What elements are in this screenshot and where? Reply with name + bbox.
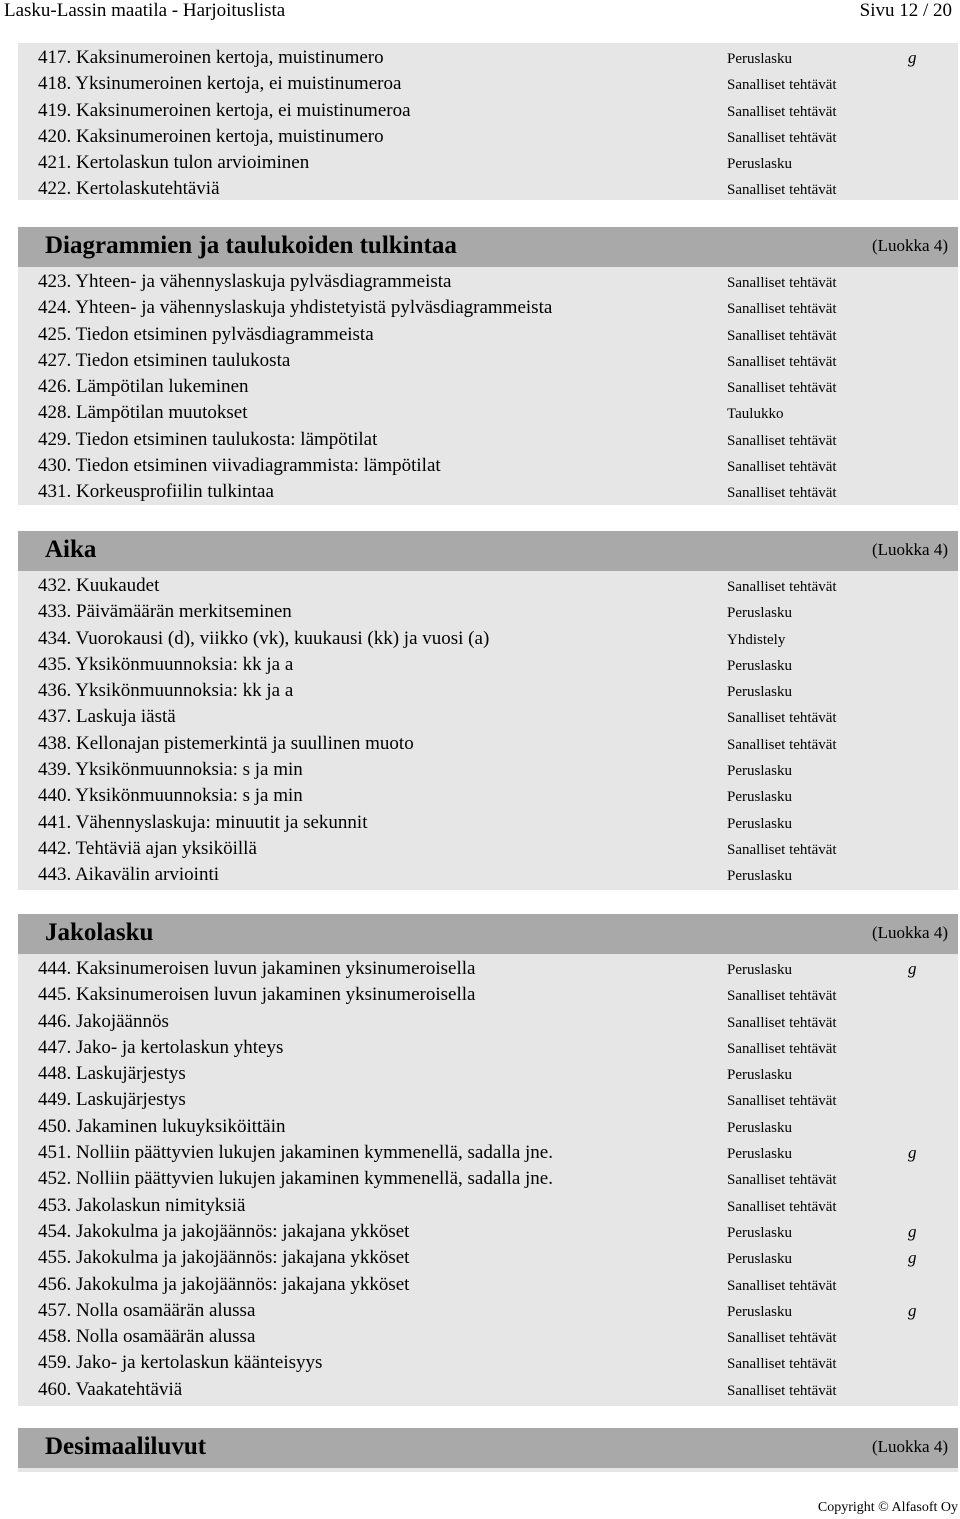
exercise-row — [18, 1247, 958, 1273]
exercise-row — [18, 455, 958, 481]
exercise-type: Sanalliset tehtävät — [727, 485, 837, 502]
exercise-title: 454. Jakokulma ja jakojäännös: jakajana ykköset — [38, 1220, 410, 1242]
exercise-type: Peruslasku — [727, 789, 792, 806]
exercise-type: Peruslasku — [727, 657, 792, 674]
grade-label: (Luokka 4) — [871, 540, 948, 559]
exercise-title: 455. Jakokulma ja jakojäännös: jakajana ykköset — [38, 1247, 410, 1269]
section-header — [18, 914, 958, 954]
page-number: Sivu 12 / 20 — [859, 0, 952, 21]
exercise-type: Sanalliset tehtävät — [727, 459, 837, 476]
exercise-title: 440. Yksikönmuunnoksia: s ja min — [38, 785, 303, 807]
grade-label: (Luokka 4) — [871, 923, 948, 942]
section-title: Desimaaliluvut — [45, 1433, 207, 1460]
exercise-type: Taulukko — [727, 406, 784, 423]
exercise-row — [18, 984, 958, 1010]
page-header — [0, 0, 960, 22]
exercise-type: Sanalliset tehtävät — [727, 710, 837, 727]
exercise-row — [18, 1063, 958, 1089]
exercise-title: 444. Kaksinumeroisen luvun jakaminen yksinumeroisella — [38, 958, 476, 979]
exercise-row — [18, 1142, 958, 1168]
exercise-title: 430. Tiedon etsiminen viivadiagrammista: lämpötilat — [38, 455, 441, 477]
exercise-type: Sanalliset tehtävät — [727, 129, 837, 146]
exercise-type: Sanalliset tehtävät — [727, 353, 837, 370]
exercise-title: 424. Yhteen- ja vähennyslaskuja yhdistetyistä pylväsdiagrammeista — [38, 297, 553, 319]
exercise-type: Sanalliset tehtävät — [727, 736, 837, 753]
exercise-row — [18, 1221, 958, 1247]
exercise-title: 437. Laskuja iästä — [38, 706, 176, 728]
exercise-type: Peruslasku — [727, 156, 792, 173]
exercise-list — [18, 954, 958, 1405]
exercise-row — [18, 1274, 958, 1300]
exercise-type: Peruslasku — [727, 1224, 792, 1241]
exercise-title: 417. Kaksinumeroinen kertoja, muistinumero — [38, 47, 384, 68]
exercise-row — [18, 1011, 958, 1037]
exercise-row — [18, 759, 958, 785]
exercise-type: Sanalliset tehtävät — [727, 1198, 837, 1215]
exercise-title: 435. Yksikönmuunnoksia: kk ja a — [38, 653, 294, 675]
exercise-row — [18, 838, 958, 864]
exercise-type: Sanalliset tehtävät — [727, 988, 837, 1005]
exercise-row — [18, 350, 958, 376]
exercise-row — [18, 812, 958, 838]
exercise-title: 445. Kaksinumeroisen luvun jakaminen yksinumeroisella — [38, 984, 476, 1006]
exercise-type: Sanalliset tehtävät — [727, 182, 837, 199]
exercise-title: 429. Tiedon etsiminen taulukosta: lämpötilat — [38, 428, 378, 450]
exercise-row — [18, 1195, 958, 1221]
exercise-type: Sanalliset tehtävät — [727, 1382, 837, 1399]
section-multiplication-continued — [18, 43, 958, 200]
exercise-list — [18, 43, 958, 205]
exercise-type: Peruslasku — [727, 605, 792, 622]
exercise-list — [18, 571, 958, 891]
exercise-row — [18, 1168, 958, 1194]
exercise-title: 458. Nolla osamäärän alussa — [38, 1326, 256, 1348]
exercise-title: 420. Kaksinumeroinen kertoja, muistinumero — [38, 125, 384, 147]
exercise-row — [18, 706, 958, 732]
exercise-title: 450. Jakaminen lukuyksiköittäin — [38, 1115, 286, 1137]
exercise-type: Sanalliset tehtävät — [727, 275, 837, 291]
exercise-row — [18, 1352, 958, 1378]
grade-label: (Luokka 4) — [871, 1437, 948, 1456]
exercise-title: 436. Yksikönmuunnoksia: kk ja a — [38, 680, 294, 702]
exercise-type: Peruslasku — [727, 1119, 792, 1136]
exercise-row — [18, 178, 958, 204]
exercise-type: Sanalliset tehtävät — [727, 579, 837, 595]
exercise-mark: g — [908, 959, 917, 978]
section-header — [18, 531, 958, 571]
exercise-type: Sanalliset tehtävät — [727, 1040, 837, 1057]
exercise-type: Sanalliset tehtävät — [727, 103, 837, 120]
exercise-title: 423. Yhteen- ja vähennyslaskuja pylväsdiagrammeista — [38, 271, 452, 292]
exercise-title: 460. Vaakatehtäviä — [38, 1378, 183, 1400]
exercise-type: Sanalliset tehtävät — [727, 301, 837, 318]
exercise-type: Sanalliset tehtävät — [727, 1014, 837, 1031]
exercise-type: Sanalliset tehtävät — [727, 1330, 837, 1347]
exercise-type: Yhdistely — [727, 631, 786, 648]
exercise-row — [18, 1300, 958, 1326]
exercise-title: 418. Yksinumeroinen kertoja, ei muistinumeroa — [38, 73, 402, 95]
exercise-row — [18, 402, 958, 428]
exercise-title: 452. Nolliin päättyvien lukujen jakaminen kymmenellä, sadalla jne. — [38, 1168, 553, 1190]
exercise-title: 431. Korkeusprofiilin tulkintaa — [38, 481, 274, 503]
exercise-type: Peruslasku — [727, 1146, 792, 1163]
exercise-title: 421. Kertolaskun tulon arvioiminen — [38, 152, 310, 174]
exercise-row — [18, 324, 958, 350]
grade-label: (Luokka 4) — [871, 236, 948, 255]
copyright-footer: Copyright © Alfasoft Oy — [817, 1500, 958, 1515]
exercise-row — [18, 680, 958, 706]
exercise-title: 427. Tiedon etsiminen taulukosta — [38, 349, 291, 371]
exercise-title: 433. Päivämäärän merkitseminen — [38, 601, 292, 623]
exercise-row — [18, 429, 958, 455]
exercise-row — [18, 152, 958, 178]
exercise-type: Sanalliset tehtävät — [727, 77, 837, 94]
exercise-title: 441. Vähennyslaskuja: minuutit ja sekunnit — [38, 811, 368, 833]
exercise-row — [18, 628, 958, 654]
exercise-row — [18, 1326, 958, 1352]
exercise-row — [18, 1116, 958, 1142]
exercise-type: Sanalliset tehtävät — [727, 432, 837, 449]
exercise-type: Peruslasku — [727, 868, 792, 885]
exercise-row — [18, 126, 958, 152]
exercise-title: 448. Laskujärjestys — [38, 1063, 186, 1085]
exercise-row — [18, 601, 958, 627]
exercise-row — [18, 864, 958, 890]
exercise-title: 425. Tiedon etsiminen pylväsdiagrammeista — [38, 323, 374, 345]
exercise-row — [18, 785, 958, 811]
exercise-list — [18, 267, 958, 508]
exercise-type: Sanalliset tehtävät — [727, 380, 837, 397]
exercise-type: Sanalliset tehtävät — [727, 1356, 837, 1373]
section-diagrams — [18, 227, 958, 505]
exercise-type: Peruslasku — [727, 763, 792, 780]
exercise-row — [18, 1089, 958, 1115]
section-decimals — [18, 1428, 958, 1472]
exercise-type: Sanalliset tehtävät — [727, 327, 837, 344]
exercise-type: Peruslasku — [727, 1251, 792, 1268]
exercise-title: 438. Kellonajan pistemerkintä ja suullinen muoto — [38, 732, 414, 754]
exercise-row — [18, 575, 958, 601]
exercise-mark: g — [908, 1300, 917, 1320]
exercise-type: Peruslasku — [727, 815, 792, 832]
exercise-type: Peruslasku — [727, 1303, 792, 1320]
exercise-type: Peruslasku — [727, 51, 792, 67]
exercise-type: Sanalliset tehtävät — [727, 1093, 837, 1110]
exercise-title: 457. Nolla osamäärän alussa — [38, 1299, 256, 1321]
exercise-title: 419. Kaksinumeroinen kertoja, ei muistinumeroa — [38, 99, 411, 121]
exercise-title: 426. Lämpötilan lukeminen — [38, 376, 249, 398]
exercise-row — [18, 958, 958, 984]
exercise-title: 453. Jakolaskun nimityksiä — [38, 1194, 246, 1216]
section-title: Jakolasku — [45, 919, 154, 946]
exercise-row — [18, 47, 958, 73]
exercise-title: 446. Jakojäännös — [38, 1010, 169, 1032]
exercise-title: 422. Kertolaskutehtäviä — [38, 178, 220, 200]
exercise-row — [18, 654, 958, 680]
exercise-mark: g — [908, 1143, 917, 1163]
exercise-title: 439. Yksikönmuunnoksia: s ja min — [38, 759, 303, 781]
section-division — [18, 914, 958, 1406]
exercise-title: 447. Jako- ja kertolaskun yhteys — [38, 1036, 284, 1058]
exercise-row — [18, 376, 958, 402]
exercise-mark: g — [908, 48, 917, 67]
exercise-row — [18, 1379, 958, 1405]
exercise-mark: g — [908, 1248, 917, 1268]
exercise-type: Peruslasku — [727, 962, 792, 978]
exercise-title: 434. Vuorokausi (d), viikko (vk), kuukausi (kk) ja vuosi (a) — [38, 627, 490, 649]
exercise-row — [18, 481, 958, 507]
exercise-type: Peruslasku — [727, 684, 792, 701]
exercise-title: 449. Laskujärjestys — [38, 1089, 186, 1111]
exercise-title: 442. Tehtäviä ajan yksiköillä — [38, 837, 257, 859]
exercise-row — [18, 271, 958, 297]
exercise-title: 443. Aikavälin arviointi — [38, 864, 220, 886]
exercise-row — [18, 733, 958, 759]
exercise-row — [18, 297, 958, 323]
section-title: Diagrammien ja taulukoiden tulkintaa — [45, 232, 457, 259]
exercise-title: 459. Jako- ja kertolaskun käänteisyys — [38, 1352, 323, 1374]
exercise-title: 428. Lämpötilan muutokset — [38, 402, 248, 424]
exercise-title: 456. Jakokulma ja jakojäännös: jakajana ykköset — [38, 1273, 410, 1295]
exercise-row — [18, 100, 958, 126]
section-time — [18, 531, 958, 890]
exercise-row — [18, 1037, 958, 1063]
exercise-title: 432. Kuukaudet — [38, 575, 160, 596]
document-title: Lasku-Lassin maatila - Harjoituslista — [4, 0, 286, 21]
exercise-type: Sanalliset tehtävät — [727, 1172, 837, 1189]
exercise-row — [18, 73, 958, 99]
section-header — [18, 1428, 958, 1468]
exercise-type: Peruslasku — [727, 1067, 792, 1084]
section-title: Aika — [45, 536, 97, 563]
exercise-title: 451. Nolliin päättyvien lukujen jakaminen kymmenellä, sadalla jne. — [38, 1142, 553, 1164]
exercise-mark: g — [908, 1221, 917, 1241]
section-header — [18, 227, 958, 267]
exercise-type: Sanalliset tehtävät — [727, 841, 837, 858]
exercise-type: Sanalliset tehtävät — [727, 1277, 837, 1294]
